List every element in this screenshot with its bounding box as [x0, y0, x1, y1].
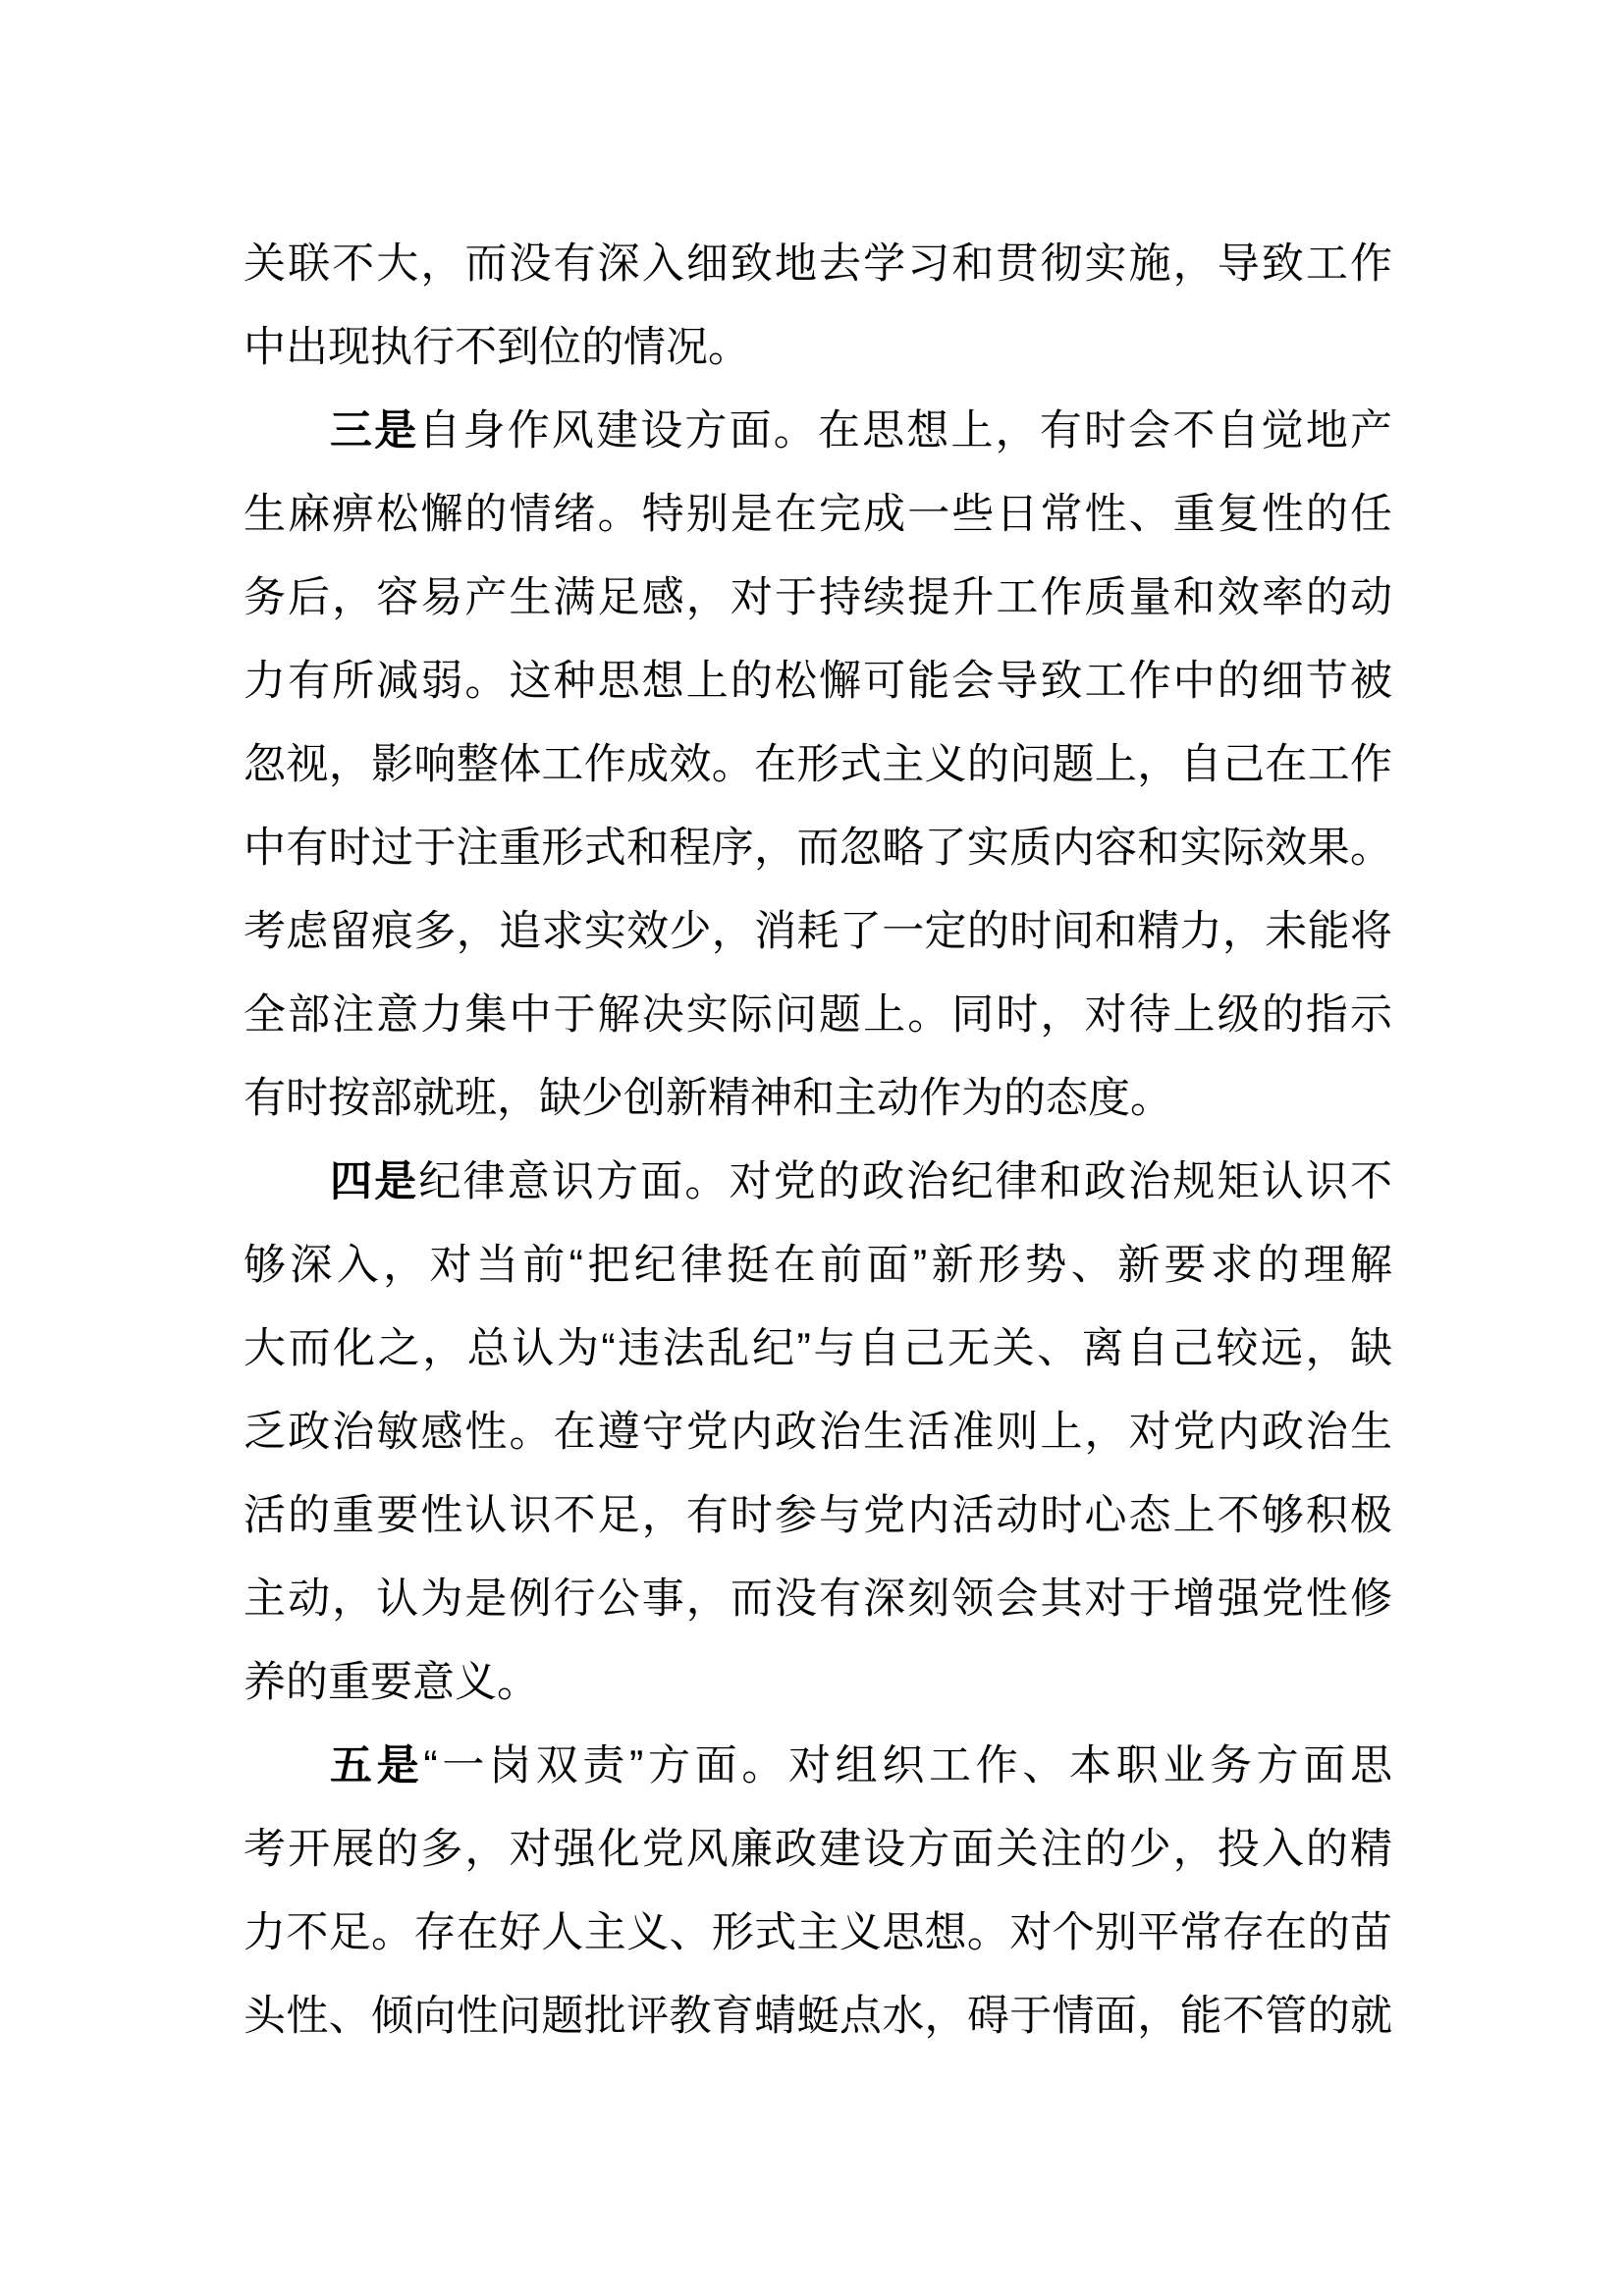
text-line: 中有时过于注重形式和程序，而忽略了实质内容和实际效果。 — [244, 825, 1392, 872]
text-line: 忽视，影响整体工作成效。在形式主义的问题上，自己在工作 — [244, 741, 1392, 788]
line-text: “一岗双责”方面。对组织工作、本职业务方面思 — [423, 1742, 1393, 1789]
text-line: 头性、倾向性问题批评教育蜻蜓点水，碍于情面，能不管的就 — [244, 1993, 1392, 2040]
text-line: 全部注意力集中于解决实际问题上。同时，对待上级的指示 — [244, 991, 1392, 1039]
text-line: 关联不大，而没有深入细致地去学习和贯彻实施，导致工作 — [244, 240, 1392, 288]
text-line: 乏政治敏感性。在遵守党内政治生活准则上，对党内政治生 — [244, 1409, 1392, 1456]
text-line: 生麻痹松懈的情绪。特别是在完成一些日常性、重复性的任 — [244, 491, 1392, 538]
text-line: 有时按部就班，缺少创新精神和主动作为的态度。 — [244, 1075, 1172, 1122]
text-line — [244, 390, 1392, 473]
text-line: 活的重要性认识不足，有时参与党内活动时心态上不够积极 — [244, 1492, 1392, 1539]
text-body — [244, 223, 1392, 2058]
text-line: 够深入，对当前“把纪律挺在前面”新形势、新要求的理解 — [244, 1242, 1392, 1289]
text-line: 养的重要意义。 — [244, 1659, 539, 1706]
line-text: 自身作风建设方面。在思想上，有时会不自觉地产 — [418, 407, 1393, 454]
paragraph-lead: 五是 — [330, 1742, 424, 1789]
text-line: 考虑留痕多，追求实效少，消耗了一定的时间和精力，未能将 — [244, 908, 1392, 955]
line-text: 纪律意识方面。对党的政治纪律和政治规矩认识不 — [418, 1158, 1393, 1205]
paragraph — [244, 223, 1392, 390]
paragraph-lead: 三是 — [330, 407, 419, 454]
text-line — [244, 1725, 1392, 1808]
text-line: 大而化之，总认为“违法乱纪”与自己无关、离自己较远，缺 — [244, 1325, 1392, 1372]
paragraph — [244, 1725, 1392, 2058]
paragraph-lead: 四是 — [330, 1158, 419, 1205]
text-line: 主动，认为是例行公事，而没有深刻领会其对于增强党性修 — [244, 1575, 1392, 1623]
text-line: 务后，容易产生满足感，对于持续提升工作质量和效率的动 — [244, 574, 1392, 621]
text-line: 力有所减弱。这种思想上的松懈可能会导致工作中的细节被 — [244, 658, 1392, 705]
paragraph — [244, 390, 1392, 1141]
text-line: 中出现执行不到位的情况。 — [244, 324, 750, 371]
text-line: 考开展的多，对强化党风廉政建设方面关注的少，投入的精 — [244, 1826, 1392, 1873]
paragraph — [244, 1141, 1392, 1725]
text-line — [244, 1141, 1392, 1224]
text-line: 力不足。存在好人主义、形式主义思想。对个别平常存在的苗 — [244, 1909, 1392, 1956]
